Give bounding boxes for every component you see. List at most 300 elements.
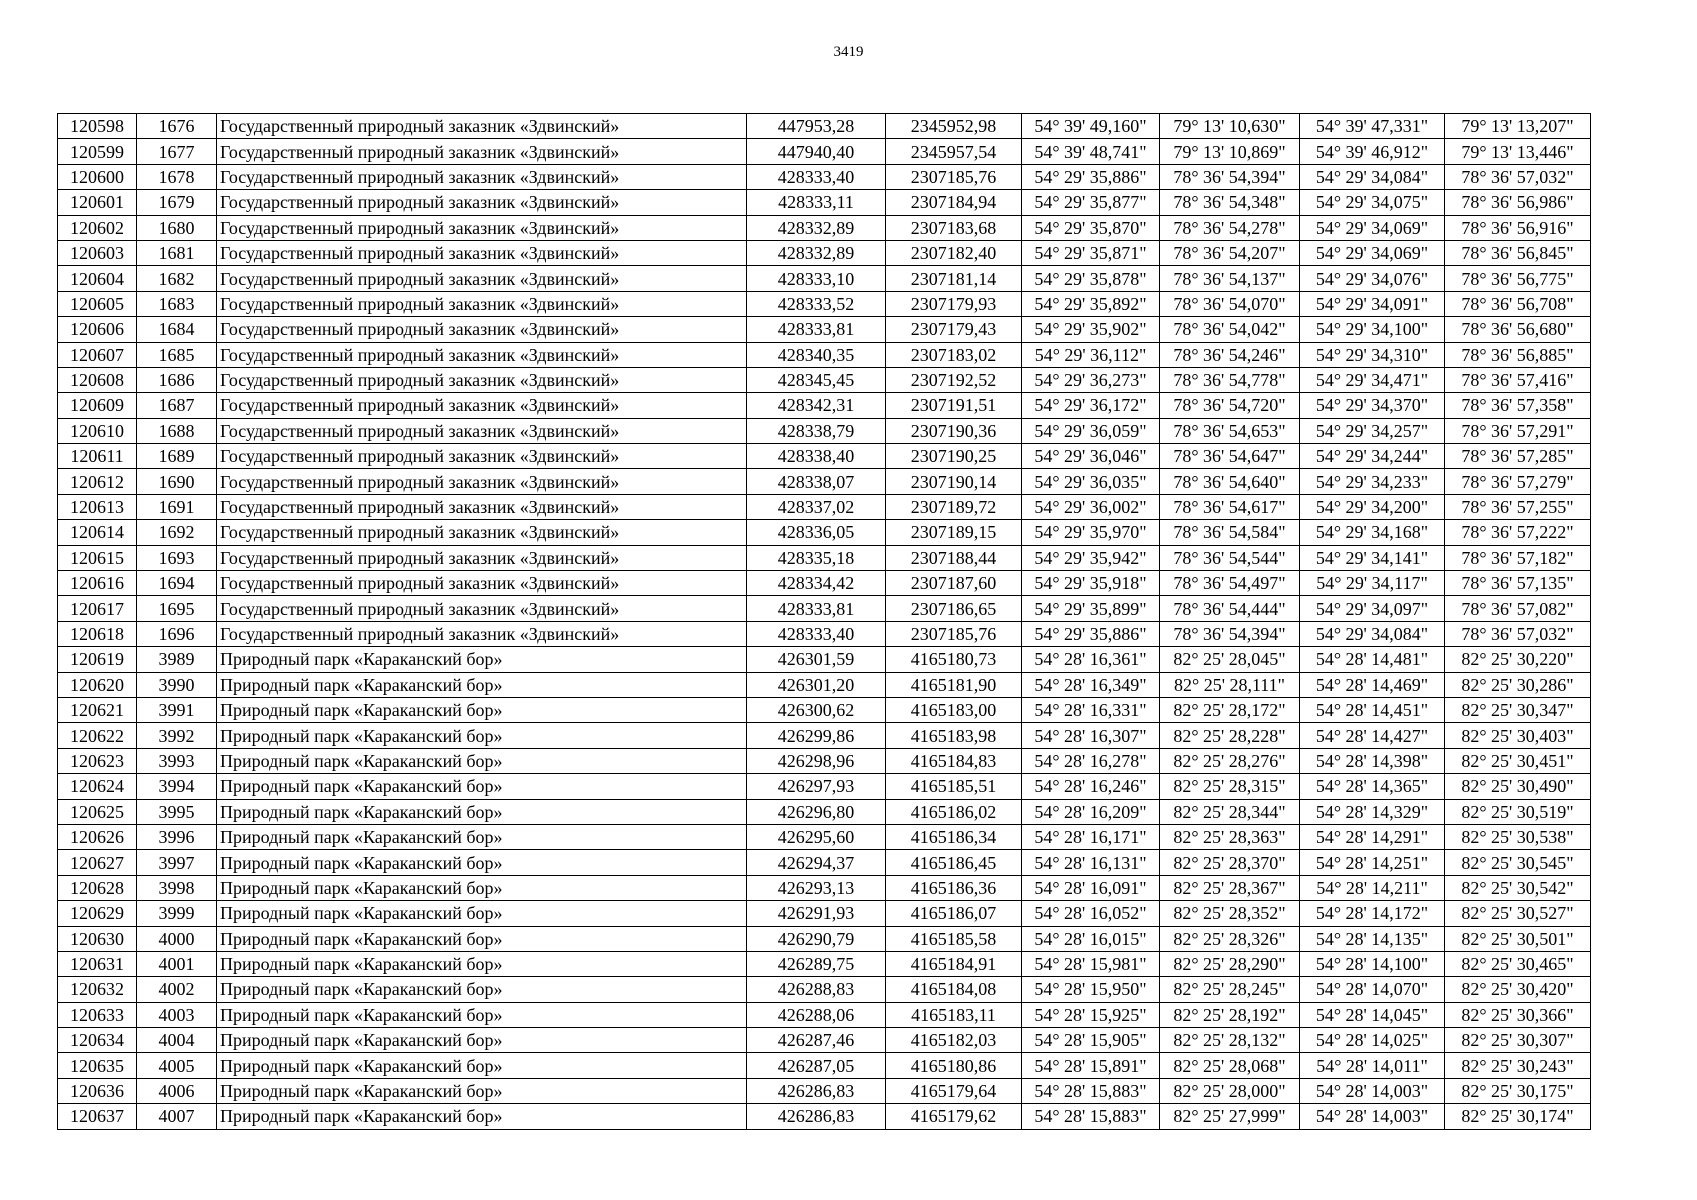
- x-coordinate-cell: 426288,83: [747, 977, 886, 1002]
- table-row: [58, 621, 1591, 646]
- latitude-2-cell: 54° 28' 14,211": [1300, 875, 1445, 900]
- latitude-1-cell: 54° 28' 16,015": [1022, 926, 1160, 951]
- longitude-1-cell: 78° 36' 54,497": [1160, 571, 1300, 596]
- point-number-cell: 1678: [137, 164, 217, 189]
- longitude-2-cell: 78° 36' 56,680": [1445, 317, 1591, 342]
- y-coordinate-cell: 2307190,25: [886, 444, 1022, 469]
- longitude-1-cell: 82° 25' 28,363": [1160, 824, 1300, 849]
- point-number-cell: 1688: [137, 418, 217, 443]
- longitude-1-cell: 78° 36' 54,778": [1160, 367, 1300, 392]
- row-id-cell: 120602: [58, 215, 137, 240]
- longitude-2-cell: 82° 25' 30,420": [1445, 977, 1591, 1002]
- y-coordinate-cell: 4165186,34: [886, 824, 1022, 849]
- table-row: [58, 215, 1591, 240]
- longitude-1-cell: 79° 13' 10,869": [1160, 139, 1300, 164]
- point-number-cell: 3994: [137, 774, 217, 799]
- table-row: [58, 393, 1591, 418]
- point-number-cell: 1694: [137, 571, 217, 596]
- latitude-2-cell: 54° 28' 14,398": [1300, 748, 1445, 773]
- y-coordinate-cell: 4165184,08: [886, 977, 1022, 1002]
- y-coordinate-cell: 2307192,52: [886, 367, 1022, 392]
- latitude-1-cell: 54° 29' 35,886": [1022, 164, 1160, 189]
- row-id-cell: 120620: [58, 672, 137, 697]
- longitude-1-cell: 82° 25' 28,228": [1160, 723, 1300, 748]
- row-id-cell: 120605: [58, 291, 137, 316]
- latitude-2-cell: 54° 28' 14,011": [1300, 1053, 1445, 1078]
- longitude-1-cell: 78° 36' 54,444": [1160, 596, 1300, 621]
- longitude-2-cell: 82° 25' 30,347": [1445, 697, 1591, 722]
- longitude-2-cell: 78° 36' 56,885": [1445, 342, 1591, 367]
- x-coordinate-cell: 426299,86: [747, 723, 886, 748]
- latitude-2-cell: 54° 29' 34,233": [1300, 469, 1445, 494]
- longitude-1-cell: 82° 25' 28,111": [1160, 672, 1300, 697]
- latitude-1-cell: 54° 28' 16,209": [1022, 799, 1160, 824]
- table-row: [58, 139, 1591, 164]
- latitude-1-cell: 54° 29' 35,902": [1022, 317, 1160, 342]
- point-number-cell: 4007: [137, 1104, 217, 1129]
- table-row: [58, 418, 1591, 443]
- object-name-cell: Государственный природный заказник «Здвинский»: [217, 621, 747, 646]
- latitude-1-cell: 54° 29' 35,871": [1022, 240, 1160, 265]
- longitude-1-cell: 78° 36' 54,394": [1160, 164, 1300, 189]
- point-number-cell: 1676: [137, 114, 217, 139]
- row-id-cell: 120625: [58, 799, 137, 824]
- point-number-cell: 3998: [137, 875, 217, 900]
- longitude-2-cell: 78° 36' 57,358": [1445, 393, 1591, 418]
- object-name-cell: Природный парк «Караканский бор»: [217, 799, 747, 824]
- object-name-cell: Государственный природный заказник «Здвинский»: [217, 291, 747, 316]
- coordinates-table: [57, 113, 1591, 1130]
- table-row: [58, 926, 1591, 951]
- y-coordinate-cell: 2345952,98: [886, 114, 1022, 139]
- x-coordinate-cell: 428332,89: [747, 240, 886, 265]
- latitude-2-cell: 54° 28' 14,291": [1300, 824, 1445, 849]
- longitude-1-cell: 82° 25' 28,245": [1160, 977, 1300, 1002]
- object-name-cell: Природный парк «Караканский бор»: [217, 1078, 747, 1103]
- longitude-2-cell: 82° 25' 30,490": [1445, 774, 1591, 799]
- x-coordinate-cell: 426287,05: [747, 1053, 886, 1078]
- table-row: [58, 596, 1591, 621]
- table-row: [58, 1104, 1591, 1129]
- longitude-1-cell: 79° 13' 10,630": [1160, 114, 1300, 139]
- object-name-cell: Природный парк «Караканский бор»: [217, 977, 747, 1002]
- table-row: [58, 571, 1591, 596]
- table-row: [58, 1053, 1591, 1078]
- longitude-1-cell: 82° 25' 28,045": [1160, 647, 1300, 672]
- point-number-cell: 3993: [137, 748, 217, 773]
- x-coordinate-cell: 428333,81: [747, 317, 886, 342]
- latitude-1-cell: 54° 29' 35,892": [1022, 291, 1160, 316]
- y-coordinate-cell: 2307188,44: [886, 545, 1022, 570]
- x-coordinate-cell: 428333,40: [747, 621, 886, 646]
- x-coordinate-cell: 428338,07: [747, 469, 886, 494]
- y-coordinate-cell: 2307186,65: [886, 596, 1022, 621]
- table-body: [58, 114, 1591, 1130]
- y-coordinate-cell: 4165184,91: [886, 951, 1022, 976]
- x-coordinate-cell: 428333,52: [747, 291, 886, 316]
- table-row: [58, 774, 1591, 799]
- row-id-cell: 120619: [58, 647, 137, 672]
- latitude-1-cell: 54° 28' 15,891": [1022, 1053, 1160, 1078]
- x-coordinate-cell: 428338,40: [747, 444, 886, 469]
- longitude-1-cell: 82° 25' 27,999": [1160, 1104, 1300, 1129]
- point-number-cell: 3995: [137, 799, 217, 824]
- row-id-cell: 120601: [58, 190, 137, 215]
- longitude-2-cell: 78° 36' 57,135": [1445, 571, 1591, 596]
- table-row: [58, 1028, 1591, 1053]
- row-id-cell: 120622: [58, 723, 137, 748]
- longitude-2-cell: 82° 25' 30,175": [1445, 1078, 1591, 1103]
- table-row: [58, 114, 1591, 139]
- x-coordinate-cell: 426301,20: [747, 672, 886, 697]
- latitude-2-cell: 54° 28' 14,329": [1300, 799, 1445, 824]
- x-coordinate-cell: 426286,83: [747, 1104, 886, 1129]
- longitude-1-cell: 78° 36' 54,647": [1160, 444, 1300, 469]
- y-coordinate-cell: 4165179,64: [886, 1078, 1022, 1103]
- object-name-cell: Государственный природный заказник «Здвинский»: [217, 240, 747, 265]
- table-row: [58, 545, 1591, 570]
- object-name-cell: Природный парк «Караканский бор»: [217, 774, 747, 799]
- row-id-cell: 120616: [58, 571, 137, 596]
- row-id-cell: 120629: [58, 901, 137, 926]
- row-id-cell: 120613: [58, 494, 137, 519]
- longitude-2-cell: 78° 36' 57,285": [1445, 444, 1591, 469]
- table-row: [58, 164, 1591, 189]
- latitude-2-cell: 54° 29' 34,370": [1300, 393, 1445, 418]
- x-coordinate-cell: 428335,18: [747, 545, 886, 570]
- object-name-cell: Государственный природный заказник «Здвинский»: [217, 215, 747, 240]
- latitude-1-cell: 54° 28' 16,349": [1022, 672, 1160, 697]
- longitude-2-cell: 82° 25' 30,403": [1445, 723, 1591, 748]
- latitude-2-cell: 54° 29' 34,091": [1300, 291, 1445, 316]
- object-name-cell: Государственный природный заказник «Здвинский»: [217, 393, 747, 418]
- longitude-2-cell: 82° 25' 30,542": [1445, 875, 1591, 900]
- latitude-2-cell: 54° 29' 34,075": [1300, 190, 1445, 215]
- point-number-cell: 4002: [137, 977, 217, 1002]
- y-coordinate-cell: 4165184,83: [886, 748, 1022, 773]
- x-coordinate-cell: 426301,59: [747, 647, 886, 672]
- table-row: [58, 1078, 1591, 1103]
- table-row: [58, 951, 1591, 976]
- latitude-2-cell: 54° 29' 34,084": [1300, 164, 1445, 189]
- row-id-cell: 120615: [58, 545, 137, 570]
- y-coordinate-cell: 2307179,43: [886, 317, 1022, 342]
- x-coordinate-cell: 428333,40: [747, 164, 886, 189]
- row-id-cell: 120635: [58, 1053, 137, 1078]
- x-coordinate-cell: 426291,93: [747, 901, 886, 926]
- latitude-1-cell: 54° 28' 16,331": [1022, 697, 1160, 722]
- longitude-2-cell: 78° 36' 57,082": [1445, 596, 1591, 621]
- longitude-2-cell: 78° 36' 57,182": [1445, 545, 1591, 570]
- point-number-cell: 1681: [137, 240, 217, 265]
- y-coordinate-cell: 4165185,51: [886, 774, 1022, 799]
- object-name-cell: Государственный природный заказник «Здвинский»: [217, 418, 747, 443]
- table-row: [58, 444, 1591, 469]
- longitude-2-cell: 78° 36' 57,279": [1445, 469, 1591, 494]
- row-id-cell: 120609: [58, 393, 137, 418]
- point-number-cell: 4005: [137, 1053, 217, 1078]
- longitude-2-cell: 82° 25' 30,307": [1445, 1028, 1591, 1053]
- point-number-cell: 3999: [137, 901, 217, 926]
- longitude-2-cell: 82° 25' 30,286": [1445, 672, 1591, 697]
- point-number-cell: 3997: [137, 850, 217, 875]
- object-name-cell: Природный парк «Караканский бор»: [217, 901, 747, 926]
- latitude-2-cell: 54° 39' 46,912": [1300, 139, 1445, 164]
- longitude-1-cell: 82° 25' 28,290": [1160, 951, 1300, 976]
- longitude-2-cell: 82° 25' 30,538": [1445, 824, 1591, 849]
- table-row: [58, 291, 1591, 316]
- row-id-cell: 120627: [58, 850, 137, 875]
- row-id-cell: 120633: [58, 1002, 137, 1027]
- row-id-cell: 120608: [58, 367, 137, 392]
- object-name-cell: Государственный природный заказник «Здвинский»: [217, 367, 747, 392]
- object-name-cell: Природный парк «Караканский бор»: [217, 850, 747, 875]
- table-row: [58, 494, 1591, 519]
- x-coordinate-cell: 447953,28: [747, 114, 886, 139]
- point-number-cell: 1684: [137, 317, 217, 342]
- x-coordinate-cell: 428336,05: [747, 520, 886, 545]
- y-coordinate-cell: 4165186,07: [886, 901, 1022, 926]
- object-name-cell: Природный парк «Караканский бор»: [217, 723, 747, 748]
- x-coordinate-cell: 428333,10: [747, 266, 886, 291]
- row-id-cell: 120634: [58, 1028, 137, 1053]
- latitude-1-cell: 54° 29' 35,886": [1022, 621, 1160, 646]
- x-coordinate-cell: 426288,06: [747, 1002, 886, 1027]
- table-row: [58, 799, 1591, 824]
- x-coordinate-cell: 426293,13: [747, 875, 886, 900]
- y-coordinate-cell: 4165185,58: [886, 926, 1022, 951]
- x-coordinate-cell: 426296,80: [747, 799, 886, 824]
- longitude-1-cell: 78° 36' 54,070": [1160, 291, 1300, 316]
- longitude-2-cell: 78° 36' 57,291": [1445, 418, 1591, 443]
- row-id-cell: 120631: [58, 951, 137, 976]
- row-id-cell: 120603: [58, 240, 137, 265]
- row-id-cell: 120611: [58, 444, 137, 469]
- x-coordinate-cell: 426290,79: [747, 926, 886, 951]
- latitude-1-cell: 54° 29' 35,899": [1022, 596, 1160, 621]
- object-name-cell: Государственный природный заказник «Здвинский»: [217, 114, 747, 139]
- object-name-cell: Природный парк «Караканский бор»: [217, 875, 747, 900]
- longitude-1-cell: 82° 25' 28,172": [1160, 697, 1300, 722]
- y-coordinate-cell: 2307181,14: [886, 266, 1022, 291]
- longitude-1-cell: 78° 36' 54,584": [1160, 520, 1300, 545]
- longitude-2-cell: 78° 36' 56,775": [1445, 266, 1591, 291]
- object-name-cell: Государственный природный заказник «Здвинский»: [217, 494, 747, 519]
- table-row: [58, 748, 1591, 773]
- latitude-1-cell: 54° 28' 15,905": [1022, 1028, 1160, 1053]
- x-coordinate-cell: 426287,46: [747, 1028, 886, 1053]
- latitude-1-cell: 54° 29' 35,877": [1022, 190, 1160, 215]
- latitude-1-cell: 54° 28' 15,883": [1022, 1104, 1160, 1129]
- longitude-1-cell: 82° 25' 28,315": [1160, 774, 1300, 799]
- latitude-2-cell: 54° 29' 34,471": [1300, 367, 1445, 392]
- latitude-1-cell: 54° 28' 16,131": [1022, 850, 1160, 875]
- x-coordinate-cell: 428333,11: [747, 190, 886, 215]
- y-coordinate-cell: 2307185,76: [886, 164, 1022, 189]
- table-row: [58, 469, 1591, 494]
- latitude-2-cell: 54° 28' 14,070": [1300, 977, 1445, 1002]
- latitude-1-cell: 54° 28' 15,925": [1022, 1002, 1160, 1027]
- latitude-2-cell: 54° 29' 34,076": [1300, 266, 1445, 291]
- longitude-2-cell: 82° 25' 30,519": [1445, 799, 1591, 824]
- latitude-2-cell: 54° 28' 14,172": [1300, 901, 1445, 926]
- longitude-1-cell: 82° 25' 28,000": [1160, 1078, 1300, 1103]
- latitude-1-cell: 54° 29' 36,046": [1022, 444, 1160, 469]
- x-coordinate-cell: 426286,83: [747, 1078, 886, 1103]
- point-number-cell: 3989: [137, 647, 217, 672]
- latitude-1-cell: 54° 29' 35,878": [1022, 266, 1160, 291]
- longitude-1-cell: 78° 36' 54,394": [1160, 621, 1300, 646]
- table-row: [58, 266, 1591, 291]
- longitude-1-cell: 82° 25' 28,370": [1160, 850, 1300, 875]
- page-number: 3419: [833, 44, 864, 60]
- latitude-2-cell: 54° 28' 14,365": [1300, 774, 1445, 799]
- longitude-2-cell: 82° 25' 30,174": [1445, 1104, 1591, 1129]
- object-name-cell: Природный парк «Караканский бор»: [217, 1053, 747, 1078]
- longitude-1-cell: 78° 36' 54,246": [1160, 342, 1300, 367]
- y-coordinate-cell: 4165183,00: [886, 697, 1022, 722]
- x-coordinate-cell: 426297,93: [747, 774, 886, 799]
- latitude-1-cell: 54° 28' 15,883": [1022, 1078, 1160, 1103]
- y-coordinate-cell: 2307189,15: [886, 520, 1022, 545]
- y-coordinate-cell: 4165181,90: [886, 672, 1022, 697]
- latitude-1-cell: 54° 28' 15,981": [1022, 951, 1160, 976]
- longitude-2-cell: 82° 25' 30,243": [1445, 1053, 1591, 1078]
- point-number-cell: 3990: [137, 672, 217, 697]
- longitude-1-cell: 78° 36' 54,348": [1160, 190, 1300, 215]
- row-id-cell: 120618: [58, 621, 137, 646]
- point-number-cell: 1682: [137, 266, 217, 291]
- longitude-2-cell: 82° 25' 30,501": [1445, 926, 1591, 951]
- latitude-1-cell: 54° 29' 35,970": [1022, 520, 1160, 545]
- latitude-1-cell: 54° 28' 16,278": [1022, 748, 1160, 773]
- latitude-2-cell: 54° 39' 47,331": [1300, 114, 1445, 139]
- longitude-1-cell: 78° 36' 54,720": [1160, 393, 1300, 418]
- x-coordinate-cell: 426289,75: [747, 951, 886, 976]
- longitude-2-cell: 82° 25' 30,366": [1445, 1002, 1591, 1027]
- point-number-cell: 3996: [137, 824, 217, 849]
- row-id-cell: 120632: [58, 977, 137, 1002]
- longitude-1-cell: 78° 36' 54,617": [1160, 494, 1300, 519]
- row-id-cell: 120637: [58, 1104, 137, 1129]
- x-coordinate-cell: 428342,31: [747, 393, 886, 418]
- object-name-cell: Государственный природный заказник «Здвинский»: [217, 164, 747, 189]
- object-name-cell: Государственный природный заказник «Здвинский»: [217, 545, 747, 570]
- longitude-1-cell: 82° 25' 28,344": [1160, 799, 1300, 824]
- x-coordinate-cell: 428334,42: [747, 571, 886, 596]
- point-number-cell: 1691: [137, 494, 217, 519]
- x-coordinate-cell: 447940,40: [747, 139, 886, 164]
- object-name-cell: Природный парк «Караканский бор»: [217, 1028, 747, 1053]
- latitude-2-cell: 54° 29' 34,069": [1300, 240, 1445, 265]
- object-name-cell: Государственный природный заказник «Здвинский»: [217, 520, 747, 545]
- x-coordinate-cell: 426294,37: [747, 850, 886, 875]
- object-name-cell: Государственный природный заказник «Здвинский»: [217, 596, 747, 621]
- latitude-1-cell: 54° 29' 36,112": [1022, 342, 1160, 367]
- row-id-cell: 120612: [58, 469, 137, 494]
- row-id-cell: 120614: [58, 520, 137, 545]
- longitude-2-cell: 78° 36' 57,416": [1445, 367, 1591, 392]
- table-row: [58, 672, 1591, 697]
- latitude-1-cell: 54° 28' 16,307": [1022, 723, 1160, 748]
- longitude-1-cell: 78° 36' 54,640": [1160, 469, 1300, 494]
- longitude-1-cell: 82° 25' 28,326": [1160, 926, 1300, 951]
- row-id-cell: 120623: [58, 748, 137, 773]
- x-coordinate-cell: 428338,79: [747, 418, 886, 443]
- y-coordinate-cell: 2307187,60: [886, 571, 1022, 596]
- object-name-cell: Природный парк «Караканский бор»: [217, 697, 747, 722]
- point-number-cell: 1685: [137, 342, 217, 367]
- latitude-2-cell: 54° 29' 34,117": [1300, 571, 1445, 596]
- object-name-cell: Природный парк «Караканский бор»: [217, 1104, 747, 1129]
- point-number-cell: 1680: [137, 215, 217, 240]
- table-row: [58, 901, 1591, 926]
- longitude-1-cell: 78° 36' 54,278": [1160, 215, 1300, 240]
- latitude-2-cell: 54° 28' 14,481": [1300, 647, 1445, 672]
- point-number-cell: 1690: [137, 469, 217, 494]
- y-coordinate-cell: 4165186,45: [886, 850, 1022, 875]
- table-row: [58, 317, 1591, 342]
- y-coordinate-cell: 2345957,54: [886, 139, 1022, 164]
- row-id-cell: 120628: [58, 875, 137, 900]
- row-id-cell: 120624: [58, 774, 137, 799]
- row-id-cell: 120598: [58, 114, 137, 139]
- latitude-1-cell: 54° 29' 36,035": [1022, 469, 1160, 494]
- latitude-2-cell: 54° 28' 14,025": [1300, 1028, 1445, 1053]
- table-row: [58, 697, 1591, 722]
- longitude-2-cell: 82° 25' 30,220": [1445, 647, 1591, 672]
- object-name-cell: Государственный природный заказник «Здвинский»: [217, 571, 747, 596]
- longitude-2-cell: 78° 36' 57,032": [1445, 164, 1591, 189]
- object-name-cell: Государственный природный заказник «Здвинский»: [217, 469, 747, 494]
- longitude-1-cell: 82° 25' 28,192": [1160, 1002, 1300, 1027]
- latitude-2-cell: 54° 29' 34,069": [1300, 215, 1445, 240]
- row-id-cell: 120600: [58, 164, 137, 189]
- longitude-1-cell: 82° 25' 28,276": [1160, 748, 1300, 773]
- table-row: [58, 1002, 1591, 1027]
- x-coordinate-cell: 426298,96: [747, 748, 886, 773]
- point-number-cell: 4006: [137, 1078, 217, 1103]
- table-row: [58, 342, 1591, 367]
- latitude-1-cell: 54° 28' 16,091": [1022, 875, 1160, 900]
- y-coordinate-cell: 2307189,72: [886, 494, 1022, 519]
- y-coordinate-cell: 2307191,51: [886, 393, 1022, 418]
- y-coordinate-cell: 4165180,73: [886, 647, 1022, 672]
- point-number-cell: 3991: [137, 697, 217, 722]
- latitude-1-cell: 54° 28' 15,950": [1022, 977, 1160, 1002]
- longitude-1-cell: 82° 25' 28,367": [1160, 875, 1300, 900]
- y-coordinate-cell: 4165182,03: [886, 1028, 1022, 1053]
- longitude-2-cell: 82° 25' 30,527": [1445, 901, 1591, 926]
- latitude-2-cell: 54° 28' 14,451": [1300, 697, 1445, 722]
- latitude-1-cell: 54° 39' 48,741": [1022, 139, 1160, 164]
- x-coordinate-cell: 428340,35: [747, 342, 886, 367]
- object-name-cell: Природный парк «Караканский бор»: [217, 647, 747, 672]
- point-number-cell: 1677: [137, 139, 217, 164]
- latitude-2-cell: 54° 29' 34,257": [1300, 418, 1445, 443]
- object-name-cell: Природный парк «Караканский бор»: [217, 748, 747, 773]
- object-name-cell: Государственный природный заказник «Здвинский»: [217, 266, 747, 291]
- object-name-cell: Государственный природный заказник «Здвинский»: [217, 444, 747, 469]
- table-row: [58, 723, 1591, 748]
- latitude-2-cell: 54° 28' 14,427": [1300, 723, 1445, 748]
- longitude-2-cell: 78° 36' 56,708": [1445, 291, 1591, 316]
- latitude-2-cell: 54° 29' 34,200": [1300, 494, 1445, 519]
- longitude-1-cell: 82° 25' 28,132": [1160, 1028, 1300, 1053]
- row-id-cell: 120599: [58, 139, 137, 164]
- y-coordinate-cell: 2307190,36: [886, 418, 1022, 443]
- latitude-1-cell: 54° 28' 16,246": [1022, 774, 1160, 799]
